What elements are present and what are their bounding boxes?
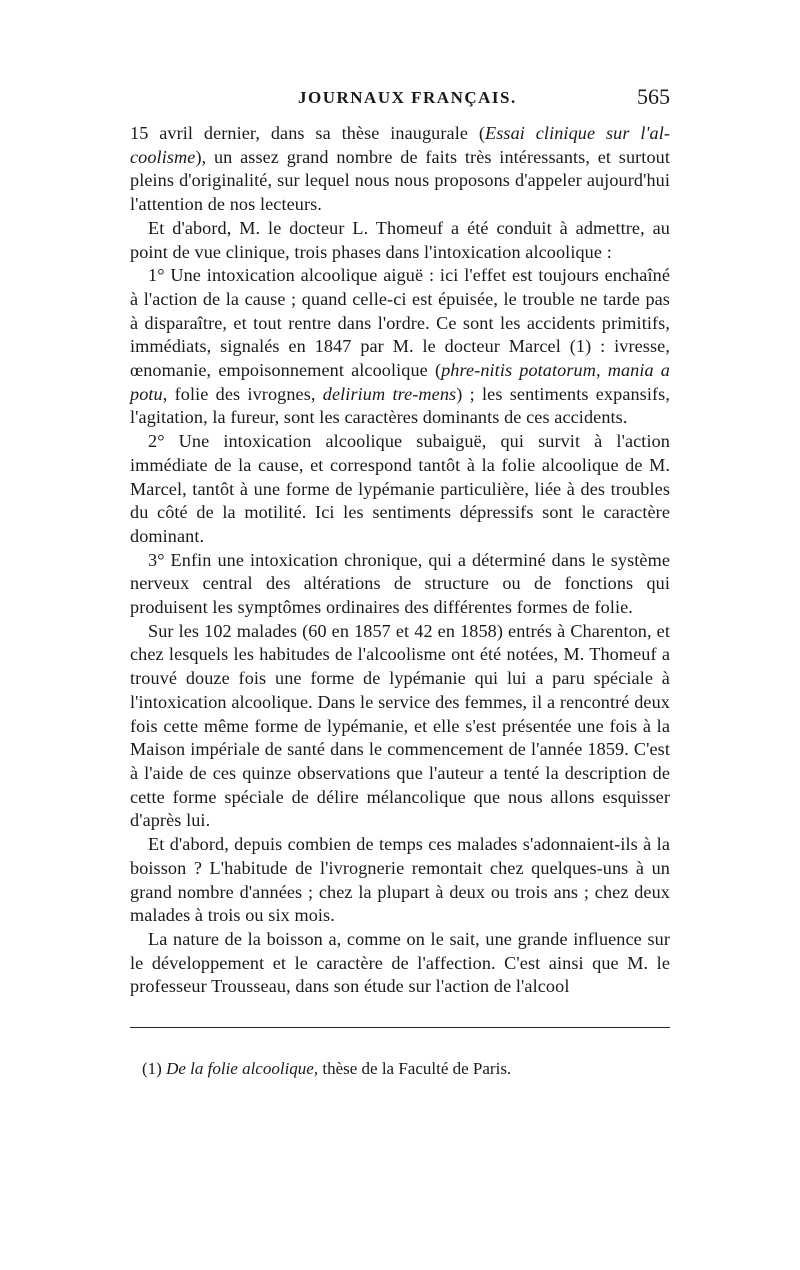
body-text <box>130 122 670 999</box>
text-run: ) ; les sentiments expansifs, l'agitation, la fureur, sont les caractères dominants de ces accidents. <box>130 383 670 428</box>
italic-term: delirium tre-mens <box>322 383 457 404</box>
text-run: Sur les 102 malades (60 en 1857 et 42 en 1858) entrés à Charenton, et chez lesquels les habitudes de l'alcoolisme ont été notées, M. Thomeuf a trouvé douze fois une forme de lypémanie qui lui a paru spéciale à l'intoxication alcoolique. Dans le service des femmes, il a rencontré deux fois cette même forme de lypémanie, et elle s'est présentée une fois à la Maison impériale de santé dans le commencement de l'année 1859. C'est à l'aide de ces quinze observations que l'auteur a tenté la description de cette forme spéciale de délire mélancolique que nous allons esquisser d'après lui. <box>130 620 670 831</box>
text-run: 3° Enfin une intoxication chronique, qui a déterminé dans le système nerveux central des altérations de structure ou de fonctions qui produisent les symptômes ordinaires des différentes formes de folie. <box>130 549 670 618</box>
footnote <box>130 1058 670 1080</box>
paragraph <box>130 928 670 999</box>
text-run: ), un assez grand nombre de faits très intéressants, et surtout pleins d'originalité, sur lequel nous nous proposons d'appeler aujourd'hui l'attention de nos lecteurs. <box>130 146 670 215</box>
paragraph-phase-1 <box>130 264 670 430</box>
footnote-text: thèse de la Faculté de Paris. <box>318 1059 512 1079</box>
paragraph <box>130 122 670 217</box>
book-page <box>130 84 670 1080</box>
running-head <box>130 84 670 122</box>
text-run: , folie des ivrognes, <box>162 383 323 404</box>
text-run: 1° Une intoxication alcoolique aiguë : ici l'effet est toujours enchaîné à l'action de la cause ; quand celle-ci est épuisée, le trouble ne tarde pas à disparaître, et tout rentre dans l'ordre. Ce sont les accidents primitifs, immédiats, signalés en 1847 par M. le docteur Marcel (1) : ivresse, œnomanie, empoisonnement alcoolique ( <box>130 265 670 381</box>
paragraph-phase-2 <box>130 430 670 549</box>
running-title: JOURNAUX FRANÇAIS. <box>298 88 517 107</box>
italic-title: Essai clinique sur l'al-coolisme <box>130 123 670 167</box>
paragraph <box>130 620 670 833</box>
footnote-divider <box>130 1027 670 1028</box>
paragraph <box>130 833 670 928</box>
footnote-marker: (1) <box>142 1059 162 1079</box>
paragraph-phase-3 <box>130 549 670 620</box>
paragraph <box>130 217 670 264</box>
text-run: Et d'abord, M. le docteur L. Thomeuf a été conduit à admettre, au point de vue clinique, trois phases dans l'intoxication alcoolique : <box>130 217 670 262</box>
footnote-title: De la folie alcoolique, <box>166 1059 319 1079</box>
text-run: La nature de la boisson a, comme on le sait, une grande influence sur le développement et le caractère de l'affection. C'est ainsi que M. le professeur Trousseau, dans son étude sur l'action de l'alcool <box>130 928 670 997</box>
page-number: 565 <box>637 84 670 109</box>
text-run: 2° Une intoxication alcoolique subaiguë, qui survit à l'action immédiate de la cause, et correspond tantôt à la folie alcoolique de M. Marcel, tantôt à une forme de lypémanie particulière, liée à des troubles du côté de la motilité. Ici les sentiments dépressifs sont le caractère dominant. <box>130 431 670 546</box>
italic-term: phre-nitis potatorum, mania a potu <box>130 360 670 404</box>
text-run: Et d'abord, depuis combien de temps ces malades s'adonnaient-ils à la boisson ? L'habitude de l'ivrognerie remontait chez quelques-uns à un grand nombre d'années ; chez la plupart à deux ou trois ans ; chez deux malades à trois ou six mois. <box>130 834 670 926</box>
text-run: 15 avril dernier, dans sa thèse inaugurale ( <box>130 123 486 143</box>
